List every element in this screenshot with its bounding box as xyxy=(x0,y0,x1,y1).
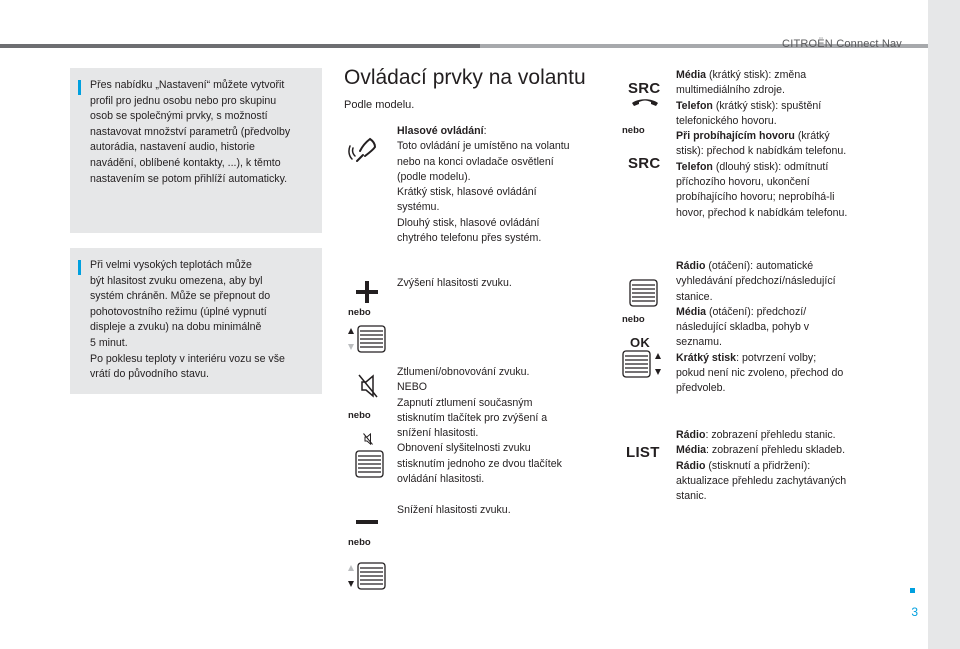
or-label: nebo xyxy=(348,537,371,548)
running-header: CITROËN Connect Nav xyxy=(782,38,902,50)
or-label: nebo xyxy=(348,307,371,318)
note-marker xyxy=(78,80,81,95)
or-label: nebo xyxy=(622,314,645,325)
phone-icon xyxy=(630,97,660,107)
note-text: Přes nabídku „Nastavení“ můžete vytvořit profil pro jednu osobu nebo pro skupinu osob se společnými prvky, s možností nastavovat množství parametrů (předvolby autorádia, nastavení audio, historie navádění, oblíbené kontakty, ...), k těmto nastavením se potom přihlíží automaticky. xyxy=(90,79,291,185)
mute-description: Ztlumení/obnovování zvuku. NEBO Zapnutí ztlumení současným stisknutím tlačítek pro zvýšení a snížení hlasitosti. Obnovení slyšitelnosti zvuku stisknutím jednoho ze dvou tlačítek ovládání hlasitosti. xyxy=(397,366,562,486)
minus-icon xyxy=(355,518,379,526)
plus-icon xyxy=(355,280,379,304)
volume-down-description: Snížení hlasitosti zvuku. xyxy=(397,504,511,516)
section-subtitle: Podle modelu. xyxy=(344,99,415,111)
info-note-temperature xyxy=(70,248,322,394)
voice-command-icon xyxy=(348,134,382,168)
info-note-profiles xyxy=(70,68,322,233)
page-marker xyxy=(910,588,915,593)
thumbwheel-icon xyxy=(355,450,385,478)
voice-command-description: Hlasové ovládání: Toto ovládání je umístěno na volantu nebo na konci ovladače osvětlení (podle modelu). Krátký stisk, hlasové ovládání systému. Dlouhý stisk, hlasové ovládání chytrého telefonu přes systém. xyxy=(397,125,570,245)
src-description: Média (krátký stisk): změna multimediálního zdroje. Telefon (krátký stisk): spuštění telefonického hovoru. Při probíhajícím hovoru (krátký stisk): přechod k nabídkám telefonu. Telefon (dlouhý stisk): odmítnutí příchozího hovoru, ukončení probíhajícího hovoru; neprobíhá-li hovor, přechod k nabídkám telefonu. xyxy=(676,69,848,219)
page-number: 3 xyxy=(911,605,918,619)
volume-up-description: Zvýšení hlasitosti zvuku. xyxy=(397,277,512,289)
thumbwheel-description: Rádio (otáčení): automatické vyhledávání předchozí/následující stanice. Média (otáčení): předchozí/ následující skladba, pohyb v seznamu. Krátký stisk: potvrzení volby; pokud není nic zvoleno, přechod do předvoleb. xyxy=(676,260,844,395)
thumbwheel-down-icon xyxy=(346,562,388,590)
mute-icon xyxy=(356,372,380,400)
ok-button-label: OK xyxy=(630,335,651,350)
section-title: Ovládací prvky na volantu xyxy=(344,66,586,89)
or-label: nebo xyxy=(622,125,645,136)
voice-command-label: Hlasové ovládání xyxy=(397,125,484,137)
list-description: Rádio: zobrazení přehledu stanic. Média: zobrazení přehledu skladeb. Rádio (stisknutí a přidržení): aktualizace přehledu zachytávaných stanic. xyxy=(676,429,847,503)
thumbwheel-icon xyxy=(629,279,659,307)
thumbwheel-updown-icon xyxy=(622,350,666,378)
header-rule xyxy=(0,44,480,48)
src-button-label-alt: SRC xyxy=(628,155,661,172)
src-button-label: SRC xyxy=(628,80,661,97)
mute-small-icon xyxy=(362,432,374,446)
page-side-band xyxy=(928,0,960,649)
note-marker xyxy=(78,260,81,275)
thumbwheel-up-icon xyxy=(346,325,388,353)
or-label: nebo xyxy=(348,410,371,421)
note-text: Při velmi vysokých teplotách může být hlasitost zvuku omezena, aby byl systém chráněn. Může se přepnout do pohotovostního režimu (úplné vypnutí displeje a zvuku) na dobu minimálně 5 minut. Po poklesu teploty v interiéru vozu se vše vrátí do původního stavu. xyxy=(90,259,285,381)
list-button-label: LIST xyxy=(626,444,660,461)
